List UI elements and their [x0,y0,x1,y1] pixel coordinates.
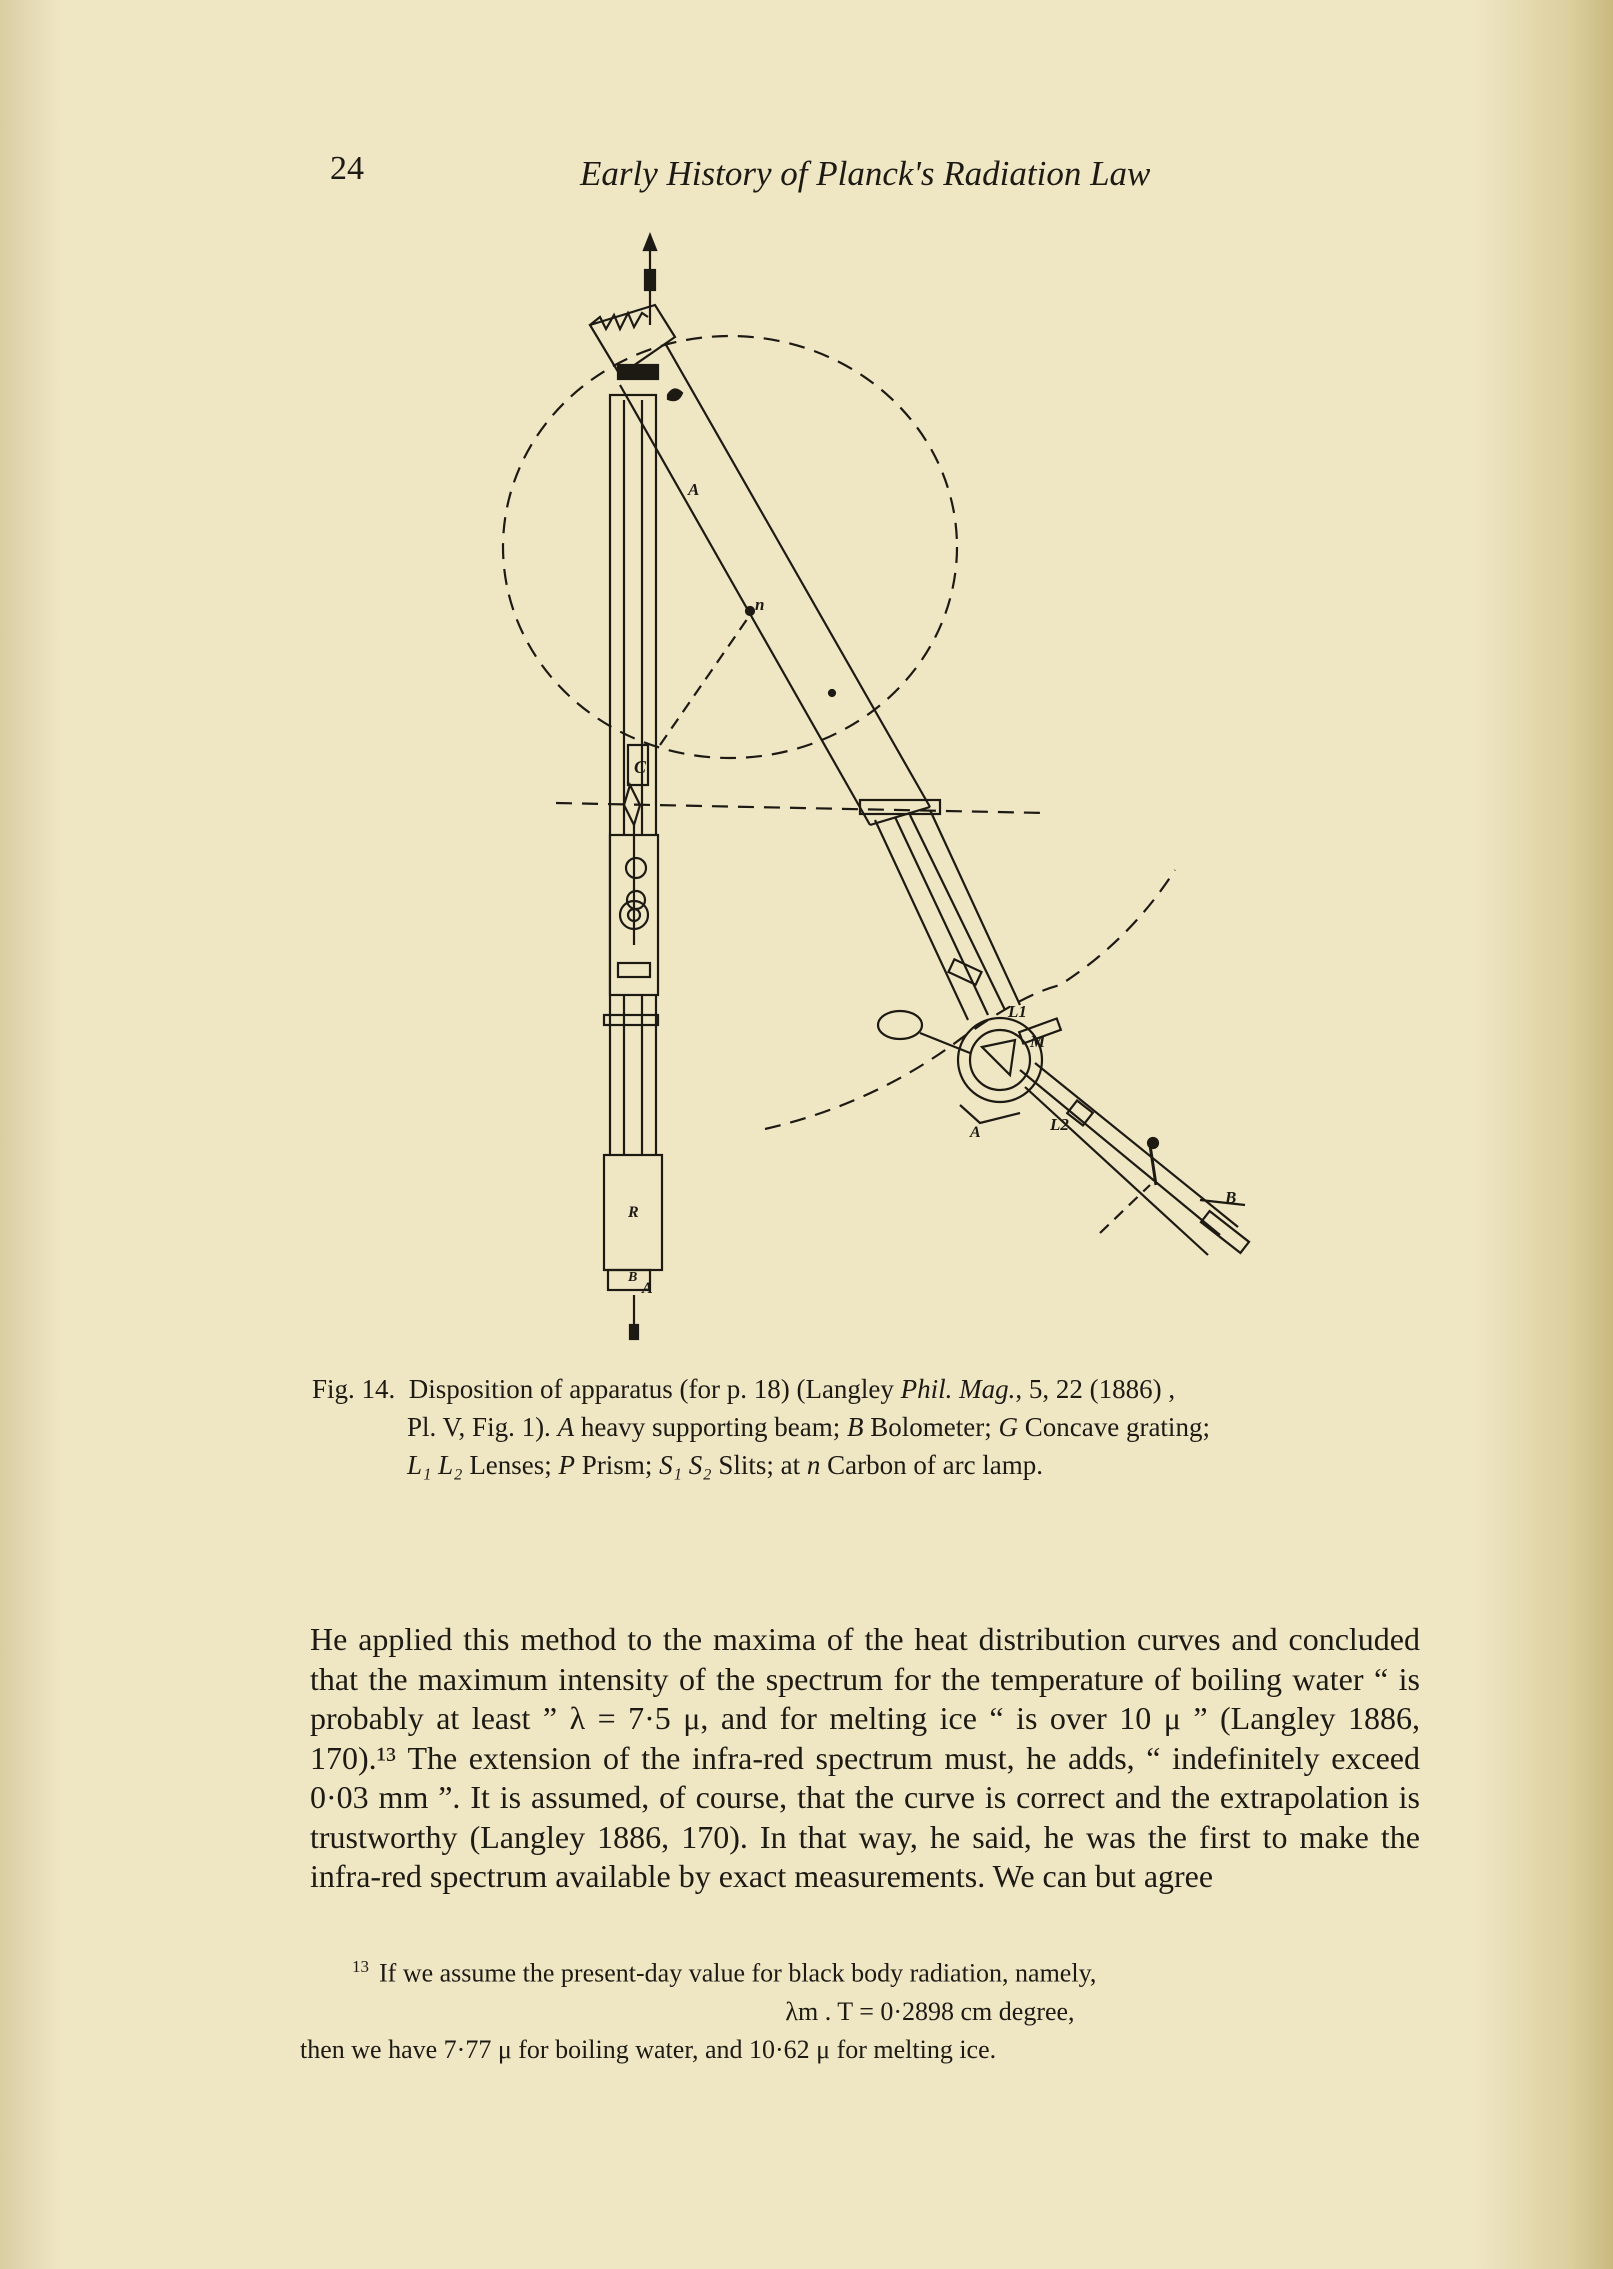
diagonal-beam-right [665,343,930,807]
footnote-formula: λm . T = 0·2898 cm degree, [785,1996,1075,2026]
page-shadow-right [1473,0,1613,2269]
page-number: 24 [330,150,364,187]
figure-caption [312,1370,1432,1484]
label-B: B [1225,1188,1237,1207]
footnote-line-3: then we have 7·77 μ for boiling water, and 10·62 μ for melting ice. [300,2034,997,2064]
caption-desc-L: Lenses; [462,1450,559,1480]
caption-journal: Phil. Mag. [900,1374,1016,1404]
dashed-short [1100,1185,1150,1233]
footnote [300,1948,1430,2069]
label-A-prism: A [970,1124,981,1141]
label-L1: L1 [1008,1002,1027,1021]
caption-sym-A: A [557,1412,575,1442]
running-title: Early History of Planck's Radiation Law [580,154,1151,193]
diagonal-beam-left [620,385,870,825]
label-C: C [634,757,647,777]
caption-text-2: , 5, 22 (1886) , [1015,1374,1176,1404]
page-shadow-left [0,0,60,2269]
caption-desc-B: Bolometer; [863,1412,999,1442]
caption-text-1: Disposition of apparatus (for p. 18) (Langley [408,1374,901,1404]
label-n: n [755,595,765,614]
caption-sym-P: P [558,1450,576,1480]
label-L2: L2 [1050,1115,1069,1134]
body-paragraph: He applied this method to the maxima of the heat distribution curves and concluded that the maximum intensity of the spectrum for the temperature of boiling water “ is probably at least ” λ = 7·5 μ, and for melting ice “ is over 10 μ ” (Langley 1886, 170).¹³ The extension of the infra-red spectrum must, he adds, “ indefinitely exceed 0·03 mm ”. It is assumed, of course, that the curve is correct and the extrapolation is trustworthy (Langley 1886, 170). In that way, he said, he was the first to make the infra-red spectrum available by exact measurements. We can but agree [310,1621,1420,1894]
footnote-text-1: If we assume the present-day value for black body radiation, namely, [379,1958,1097,1988]
running-head [330,150,1230,200]
label-A-bottom: A [642,1280,653,1297]
caption-sym-S: S₁ S₂ [659,1450,712,1480]
caption-sym-B: B [847,1412,864,1442]
label-M: M [1030,1032,1046,1051]
caption-sym-L: L₁ L₂ [407,1450,463,1480]
caption-sym-n: n [806,1450,821,1480]
caption-desc-P: Prism; [575,1450,660,1480]
caption-desc-n: Carbon of arc lamp. [820,1450,1044,1480]
caption-line-2 [312,1408,1432,1446]
caption-line-3 [312,1446,1432,1484]
footnote-number: 13 [352,1957,369,1976]
label-A-top: A [688,480,700,499]
caption-desc-S: Slits; at [711,1450,807,1480]
caption-text-3: Pl. V, Fig. 1). [407,1412,558,1442]
dashed-circle [503,336,957,758]
caption-line-1 [312,1370,1432,1408]
footnote-line-1 [300,1948,1430,1993]
caption-fig-label: Fig. 14. [312,1374,396,1404]
caption-sym-G: G [998,1412,1018,1442]
caption-desc-G: Concave grating; [1018,1412,1210,1442]
apparatus-drawing [500,225,1260,1355]
dashed-horizontal [556,803,1045,813]
label-B-bottom: B [628,1270,638,1285]
label-R: R [628,1204,639,1221]
caption-desc-A: heavy supporting beam; [574,1412,848,1442]
apparatus-figure [500,225,1260,1355]
